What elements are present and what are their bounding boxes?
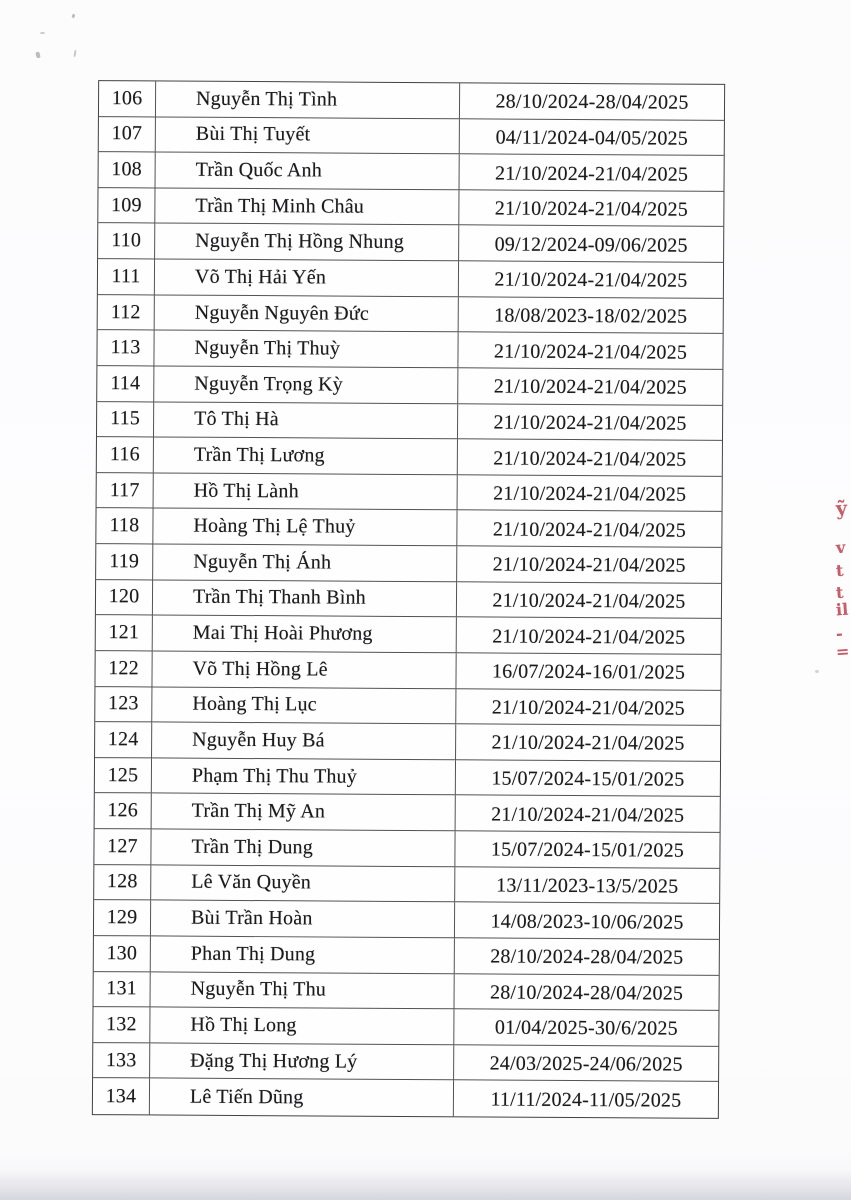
person-name-cell: Trần Quốc Anh	[156, 153, 460, 190]
person-name-cell: Trần Thị Thanh Bình	[153, 580, 457, 617]
date-range-cell: 11/11/2024-11/05/2025	[490, 1088, 682, 1112]
red-handwriting-fragment: ỹ	[835, 497, 846, 521]
red-handwriting-fragment: v	[835, 537, 846, 558]
row-number-cell: 112	[98, 295, 155, 331]
date-range-cell: 21/10/2024-21/04/2025	[456, 689, 720, 726]
person-name-cell: Trần Thị Minh Châu	[155, 188, 459, 225]
date-range-cell: 21/10/2024-21/04/2025	[457, 546, 721, 583]
scan-speck	[71, 14, 75, 19]
row-number-cell: 118	[96, 509, 153, 545]
red-handwriting-fragment: -	[835, 623, 844, 644]
row-number-cell: 123	[95, 687, 152, 723]
row-number-cell: 131	[94, 972, 151, 1008]
date-range-cell: 21/10/2024-21/04/2025	[458, 333, 722, 370]
person-name-cell: Hồ Thị Lành	[154, 473, 458, 510]
person-name-cell: Nguyễn Thị Hồng Nhung	[155, 224, 459, 261]
date-range-cell: 13/11/2023-13/5/2025	[455, 867, 719, 904]
person-name-cell: Hồ Thị Long	[150, 1008, 454, 1045]
row-number-cell: 130	[94, 936, 151, 972]
row-number-cell: 116	[97, 437, 154, 473]
scan-speck	[73, 50, 76, 57]
date-range-cell: 21/10/2024-21/04/2025	[459, 190, 723, 227]
person-name-cell: Lê Văn Quyền	[151, 865, 455, 902]
row-number-cell: 125	[95, 758, 152, 794]
date-range-cell: 18/08/2023-18/02/2025	[459, 297, 723, 334]
person-name-cell: Bùi Thị Tuyết	[156, 117, 460, 154]
date-range-cell: 21/10/2024-21/04/2025	[457, 582, 721, 619]
row-number-cell: 106	[99, 81, 156, 117]
person-name-cell: Bùi Trần Hoàn	[151, 901, 455, 938]
row-number-cell: 115	[97, 402, 154, 438]
scan-shadow-band	[0, 1170, 851, 1200]
scan-speck	[40, 32, 45, 34]
date-range-cell: 15/07/2024-15/01/2025	[455, 831, 719, 868]
date-range-cell: 04/11/2024-04/05/2025	[460, 119, 724, 156]
row-number-cell: 119	[96, 544, 153, 580]
person-name-cell: Nguyễn Thị Tình	[156, 81, 460, 118]
person-name-cell: Nguyễn Nguyên Đức	[155, 295, 459, 332]
scan-speck	[35, 52, 40, 59]
person-name-cell: Nguyễn Thị Thuỳ	[154, 331, 458, 368]
date-range-cell: 21/10/2024-21/04/2025	[458, 404, 722, 441]
date-range-cell: 21/10/2024-21/04/2025	[457, 618, 721, 655]
date-range-cell: 21/10/2024-21/04/2025	[457, 511, 721, 548]
date-range-cell: 21/10/2024-21/04/2025	[459, 261, 723, 298]
red-handwriting-fragment: il	[835, 599, 849, 620]
person-name-cell: Trần Thị Dung	[151, 829, 455, 866]
date-range-cell: 21/10/2024-21/04/2025	[458, 440, 722, 477]
row-number-cell: 114	[97, 366, 154, 402]
red-handwriting-fragment: t	[835, 582, 845, 603]
row-number-cell: 122	[95, 651, 152, 687]
date-range-cell: 21/10/2024-21/04/2025	[460, 155, 724, 192]
date-range-cell: 21/10/2024-21/04/2025	[458, 368, 722, 405]
row-number-cell: 109	[98, 188, 155, 224]
red-handwriting-fragment: =	[835, 641, 851, 662]
row-number-cell: 107	[99, 117, 156, 153]
date-range-cell: 14/08/2023-10/06/2025	[455, 903, 719, 940]
date-range-cell: 21/10/2024-21/04/2025	[458, 475, 722, 512]
row-number-cell: 126	[95, 793, 152, 829]
person-name-cell: Tô Thị Hà	[154, 402, 458, 439]
row-number-cell: 113	[97, 330, 154, 366]
person-name-cell: Mai Thị Hoài Phương	[153, 616, 457, 653]
row-number-cell: 108	[99, 152, 156, 188]
scan-speck	[815, 670, 819, 673]
date-range-cell: 28/10/2024-28/04/2025	[454, 974, 718, 1011]
person-name-cell: Phạm Thị Thu Thuỷ	[152, 758, 456, 795]
row-number-cell: 124	[95, 722, 152, 758]
person-name-cell: Lê Tiến Dũng	[150, 1079, 454, 1116]
date-range-cell: 28/10/2024-28/04/2025	[460, 83, 724, 120]
row-number-cell: 110	[98, 224, 155, 260]
row-number-cell: 111	[98, 259, 155, 295]
person-name-cell: Nguyễn Thị Ánh	[153, 545, 457, 582]
row-number-cell: 129	[94, 900, 151, 936]
row-number-cell: 120	[96, 580, 153, 616]
person-name-cell: Trần Thị Lương	[154, 438, 458, 475]
person-name-cell: Nguyễn Thị Thu	[151, 972, 455, 1009]
date-range-cell: 09/12/2024-09/06/2025	[459, 226, 723, 263]
row-number-cell: 133	[93, 1043, 150, 1079]
date-range-cell: 21/10/2024-21/04/2025	[456, 796, 720, 833]
date-range-cell: 21/10/2024-21/04/2025	[456, 724, 720, 761]
date-range-cell: 15/07/2024-15/01/2025	[456, 760, 720, 797]
row-number-cell: 134	[93, 1078, 150, 1114]
date-range-cell: 16/07/2024-16/01/2025	[456, 653, 720, 690]
row-number-cell: 117	[97, 473, 154, 509]
person-name-cell: Hoàng Thị Lục	[152, 687, 456, 724]
row-number-cell: 128	[94, 865, 151, 901]
person-name-cell: Nguyễn Huy Bá	[152, 723, 456, 760]
person-name-cell: Trần Thị Mỹ An	[152, 794, 456, 831]
row-number-cell: 121	[96, 615, 153, 651]
date-range-cell: 24/03/2025-24/06/2025	[454, 1045, 718, 1082]
person-name-cell: Võ Thị Hải Yến	[155, 260, 459, 297]
roster-table	[92, 80, 725, 1119]
row-number-cell: 132	[93, 1007, 150, 1043]
date-range-cell: 01/04/2025-30/6/2025	[454, 1009, 718, 1046]
row-number-cell: 127	[94, 829, 151, 865]
date-range-cell: 28/10/2024-28/04/2025	[455, 938, 719, 975]
person-name-cell: Hoàng Thị Lệ Thuỷ	[153, 509, 457, 546]
red-handwriting-fragment: t	[835, 560, 845, 581]
person-name-cell: Đặng Thị Hương Lý	[150, 1043, 454, 1080]
person-name-cell: Võ Thị Hồng Lê	[152, 651, 456, 688]
person-name-cell: Nguyễn Trọng Kỳ	[154, 366, 458, 403]
person-name-cell: Phan Thị Dung	[151, 936, 455, 973]
